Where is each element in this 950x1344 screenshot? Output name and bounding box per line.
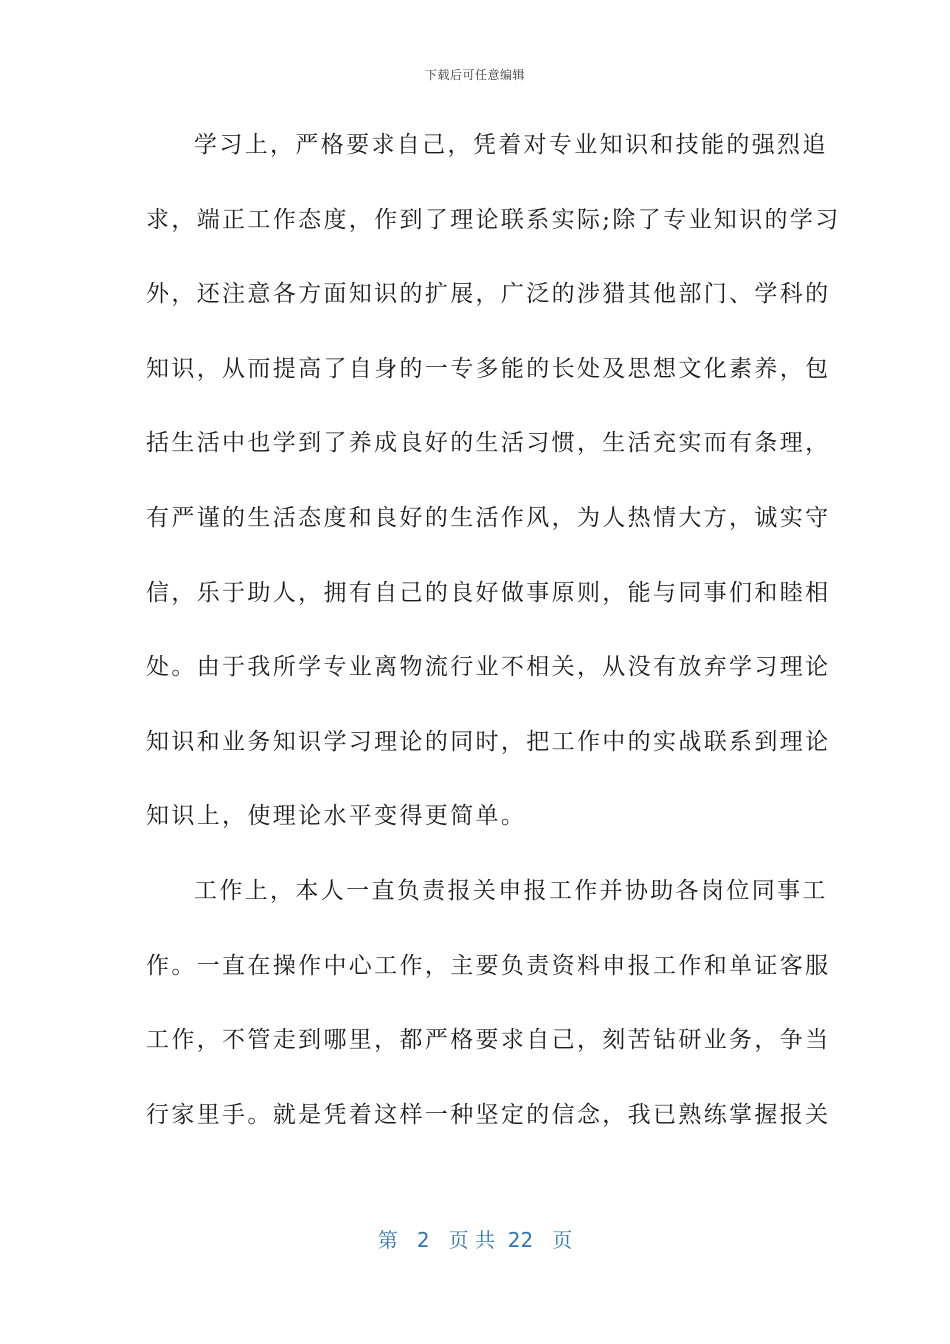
paragraph-1-line-1: 学习上，严格要求自己，凭着对专业知识和技能的强烈追 — [194, 132, 828, 158]
paragraph-1-line-8: 处。由于我所学专业离物流行业不相关，从没有放弃学习理论 — [146, 654, 831, 681]
footer-prefix: 第 — [377, 1228, 398, 1252]
paragraph-2-line-2: 作。一直在操作中心工作，主要负责资料申报工作和单证客服 — [146, 952, 831, 979]
paragraph-2-line-1: 工作上，本人一直负责报关申报工作并协助各岗位同事工 — [194, 877, 828, 904]
footer-total-pages: 22 — [507, 1228, 534, 1252]
paragraph-1-line-4: 知识，从而提高了自身的一专多能的长处及思想文化素养，包 — [146, 355, 831, 382]
footer-suffix: 页 — [552, 1228, 573, 1252]
paragraph-1-line-2: 求，端正工作态度，作到了理论联系实际;除了专业知识的学习 — [146, 206, 841, 233]
paragraph-1-line-6: 有严谨的生活态度和良好的生活作风，为人热情大方，诚实守 — [146, 504, 831, 531]
paragraph-1-line-3: 外，还注意各方面知识的扩展，广泛的涉猎其他部门、学科的 — [146, 281, 831, 308]
paragraph-2-line-4: 行家里手。就是凭着这样一种坚定的信念，我已熟练掌握报关 — [146, 1101, 831, 1128]
document-body — [146, 120, 841, 1164]
footer-middle: 页 共 — [448, 1228, 495, 1252]
page-footer — [0, 1224, 950, 1253]
page-header: 下载后可任意编辑 — [424, 68, 525, 82]
footer-current-page: 2 — [416, 1228, 430, 1252]
paragraph-1-line-9: 知识和业务知识学习理论的同时，把工作中的实战联系到理论 — [146, 728, 831, 755]
paragraph-1-line-10: 知识上，使理论水平变得更简单。 — [146, 803, 527, 830]
paragraph-1-line-7: 信，乐于助人，拥有自己的良好做事原则，能与同事们和睦相 — [146, 579, 831, 606]
paragraph-2-line-3: 工作，不管走到哪里，都严格要求自己，刻苦钻研业务，争当 — [146, 1027, 831, 1054]
paragraph-1-line-5: 括生活中也学到了养成良好的生活习惯，生活充实而有条理， — [146, 430, 831, 457]
